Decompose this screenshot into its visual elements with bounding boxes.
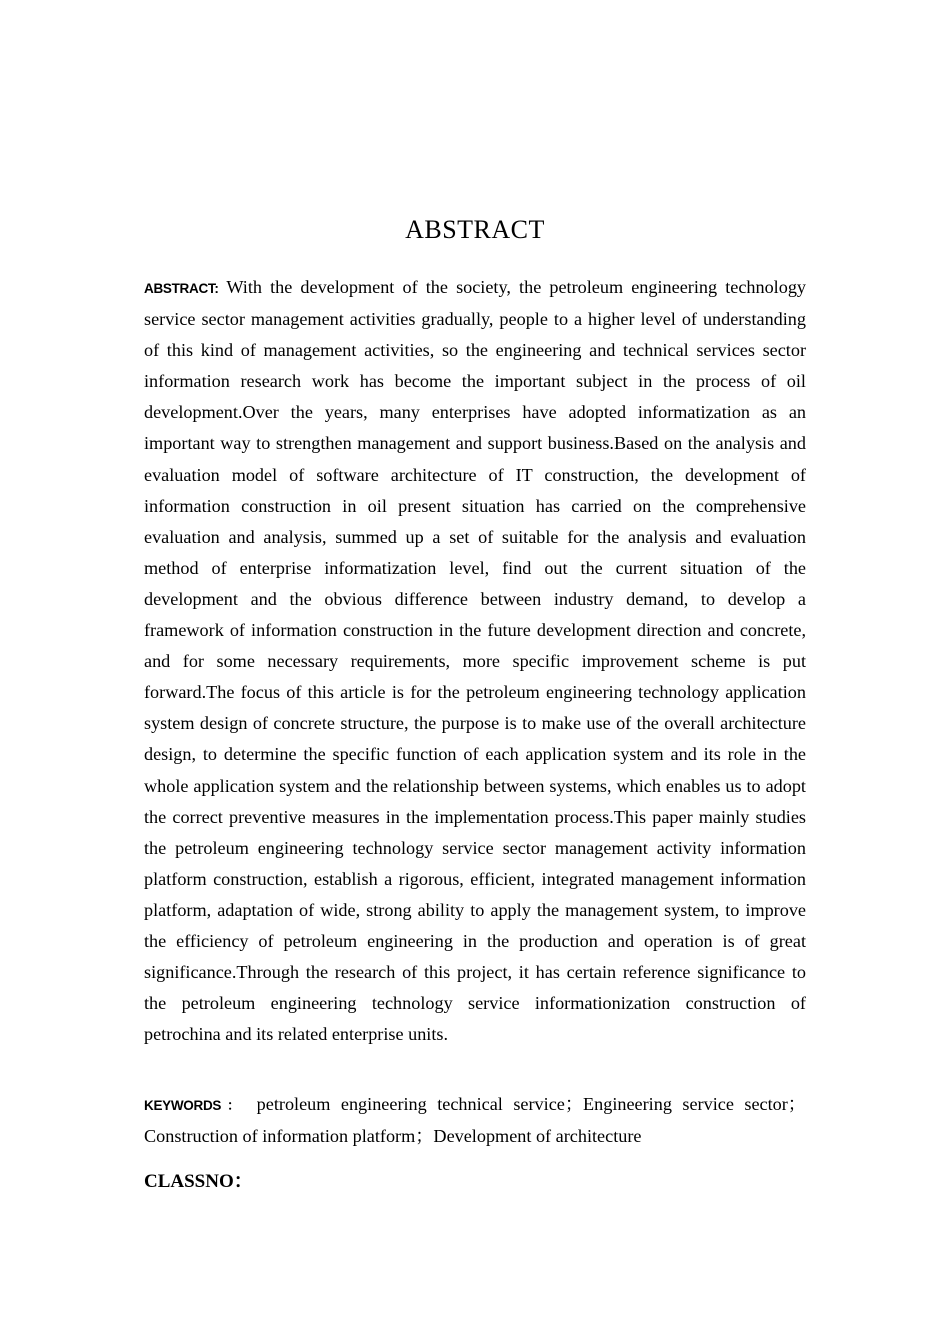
keywords-text: petroleum engineering technical service；Engineering service sector；Construction of information platform；Development of architecture (144, 1094, 806, 1146)
abstract-label: ABSTRACT: (144, 281, 219, 296)
abstract-paragraph (144, 272, 806, 1050)
page-title: ABSTRACT (405, 215, 545, 244)
abstract-text: With the development of the society, the petroleum engineering technology service sector management activities gradually, people to a higher level of understanding of this kind of management activities, so the engineering and technical services sector information research work has become the important subject in the process of oil development.Over the years, many enterprises have adopted informatization as an important way to strengthen management and support business.Based on the analysis and evaluation model of software architecture of IT construction, the development of information construction in oil present situation has carried on the comprehensive evaluation and analysis, summed up a set of suitable for the analysis and evaluation method of enterprise informatization level, find out the current situation of the development and the obvious difference between industry demand, to develop a framework of information construction in the future development direction and concrete, and for some necessary requirements, more specific improvement scheme is put forward.The focus of this article is for the petroleum engineering technology application system design of concrete structure, the purpose is to make use of the overall architecture design, to determine the specific function of each application system and its role in the whole application system and the relationship between systems, which enables us to adopt the correct preventive measures in the implementation process.This paper mainly studies the petroleum engineering technology service sector management activity information platform construction, establish a rigorous, efficient, integrated management information platform, adaptation of wide, strong ability to apply the management system, to improve the efficiency of petroleum engineering in the production and operation is of great significance.Through the research of this project, it has certain reference significance to the petroleum engineering technology service informationization construction of petrochina and its related enterprise units. (144, 277, 807, 1045)
keywords-label: KEYWORDS： (144, 1098, 247, 1113)
classno-label: CLASSNO： (144, 1171, 253, 1192)
keywords-paragraph (144, 1089, 806, 1152)
